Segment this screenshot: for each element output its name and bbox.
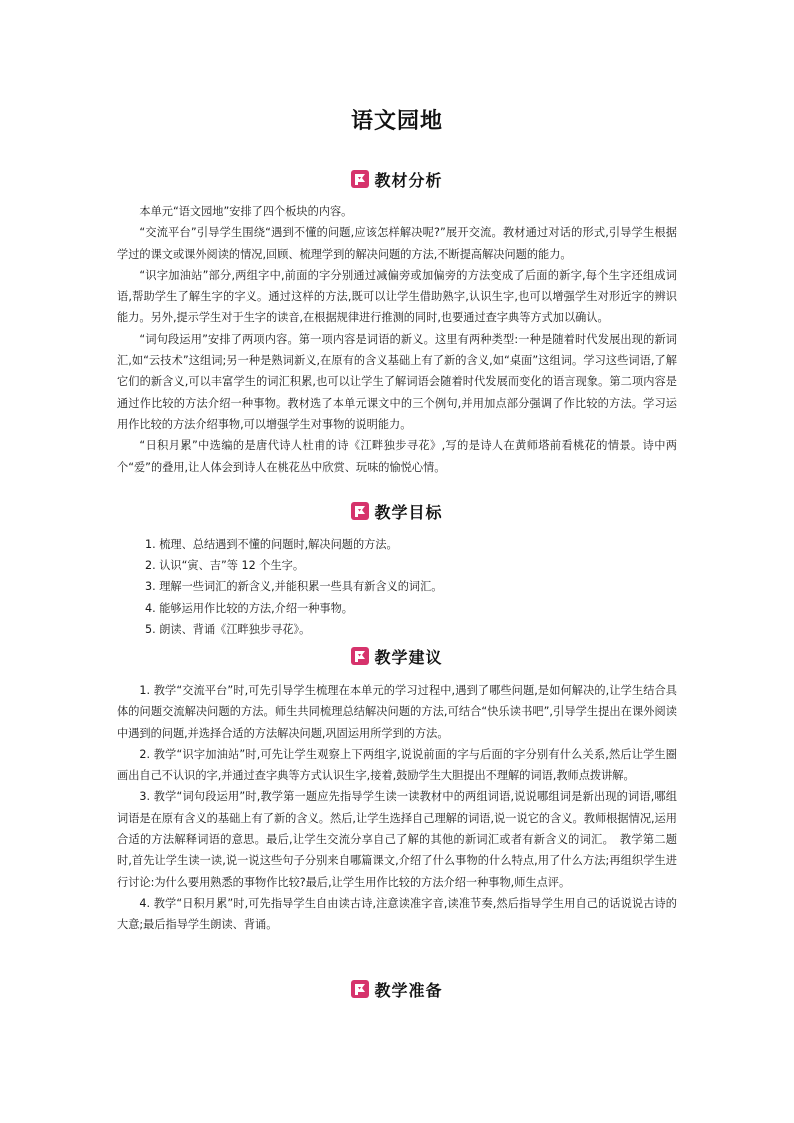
ribbon-flag-icon <box>351 647 369 665</box>
section-heading-label: 教材分析 <box>374 170 443 190</box>
analysis-paragraph: 本单元“语文园地”安排了四个板块的内容。 <box>139 205 353 218</box>
section-heading-label: 教学目标 <box>374 502 443 522</box>
analysis-paragraph: “识字加油站”部分,两组字中,前面的字分别通过减偏旁或加偏旁的方法变成了后面的新字,每个生字还组成词语,帮助学生了解生字的字义。通过这样的方法,既可以让学生借助熟字,认识生字,也可以增强学生对形近字的辨识能力。另外,提示学生对于生字的读音,在根据规律进行推测的同时,也要通过查字典等方式加以确认。 <box>117 268 677 325</box>
suggestion-paragraph: 4. 教学“日积月累”时,可先指导学生自由读古诗,注意读准字音,读准节奏,然后指导学生用自己的话说说古诗的大意;最后指导学生朗读、背诵。 <box>117 896 677 932</box>
goals-list <box>145 534 665 640</box>
analysis-paragraph: “日积月累”中选编的是唐代诗人杜甫的诗《江畔独步寻花》,写的是诗人在黄师塔前看桃花的情景。诗中两个“爱”的叠用,让人体会到诗人在桃花丛中欣赏、玩味的愉悦心情。 <box>117 439 677 474</box>
analysis-paragraph: “交流平台”引导学生围绕“遇到不懂的问题,应该怎样解决呢?”展开交流。教材通过对话的形式,引导学生根据学过的课文或课外阅读的情况,回顾、梳理学到的解决问题的方法,不断提高解决问题的能力。 <box>117 226 677 261</box>
section-heading-goals <box>0 500 794 522</box>
section-heading-label: 教学建议 <box>374 647 443 667</box>
section-heading-analysis <box>0 168 794 190</box>
section-heading-preparation <box>0 978 794 1000</box>
ribbon-flag-icon <box>351 170 369 188</box>
suggestion-paragraph: 1. 教学“交流平台”时,可先引导学生梳理在本单元的学习过程中,遇到了哪些问题,是如何解决的,让学生结合具体的问题交流解决问题的方法。师生共同梳理总结解决问题的方法,可结合“快乐读书吧”,引导学生提出在课外阅读中遇到的问题,并选择合适的方法解决问题,巩固运用所学到的方法。 <box>117 684 677 740</box>
analysis-paragraph: “词句段运用”安排了两项内容。第一项内容是词语的新义。这里有两种类型:一种是随着时代发展出现的新词汇,如“云技术”这组词;另一种是熟词新义,在原有的含义基础上有了新的含义,如“桌面”这组词。学习这些词语,了解它们的新含义,可以丰富学生的词汇积累,也可以让学生了解词语会随着时代发展而变化的语言现象。第二项内容是通过作比较的方法介绍一种事物。教材选了本单元课文中的三个例句,并用加点部分强调了作比较的方法。学习运用作比较的方法介绍事物,可以增强学生对事物的说明能力。 <box>117 332 677 431</box>
ribbon-flag-icon <box>351 980 369 998</box>
suggestion-paragraph: 2. 教学“识字加油站”时,可先让学生观察上下两组字,说说前面的字与后面的字分别有什么关系,然后让学生圈画出自己不认识的字,并通过查字典等方式认识生字,接着,鼓励学生大胆提出不理解的词语,教师点拨讲解。 <box>117 747 677 783</box>
list-item: 1. 梳理、总结遇到不懂的问题时,解决问题的方法。 <box>145 538 398 551</box>
page-title: 语文园地 <box>350 108 443 134</box>
suggestions-body <box>117 680 677 936</box>
list-item: 3. 理解一些词汇的新含义,并能积累一些具有新含义的词汇。 <box>145 580 443 594</box>
section-heading-label: 教学准备 <box>374 980 443 1000</box>
analysis-body <box>117 201 677 478</box>
list-item: 4. 能够运用作比较的方法,介绍一种事物。 <box>145 601 353 615</box>
ribbon-flag-icon <box>351 502 369 520</box>
list-item: 2. 认识“寅、吉”等 12 个生字。 <box>145 559 305 573</box>
list-item: 5. 朗读、背诵《江畔独步寻花》。 <box>145 622 311 636</box>
section-heading-suggestions <box>0 645 794 667</box>
suggestion-paragraph: 3. 教学“词句段运用”时,教学第一题应先指导学生读一读教材中的两组词语,说说哪组词是新出现的词语,哪组词语是在原有含义的基础上有了新的含义。然后,让学生选择自己理解的词语,说一说它的含义。教师根据情况,运用合适的方法解释词语的意思。最后,让学生交流分享自己了解的其他的新词汇或者有新含义的词汇。 教学第二题时,首先让学生读一读,说一说这些句子分别来自哪篇课文,介绍了什么事物的什么特点,用了什么方法;再组织学生进行讨论:为什么要用熟悉的事物作比较?最后,让学生用作比较的方法介绍一种事物,师生点评。 <box>117 790 677 889</box>
